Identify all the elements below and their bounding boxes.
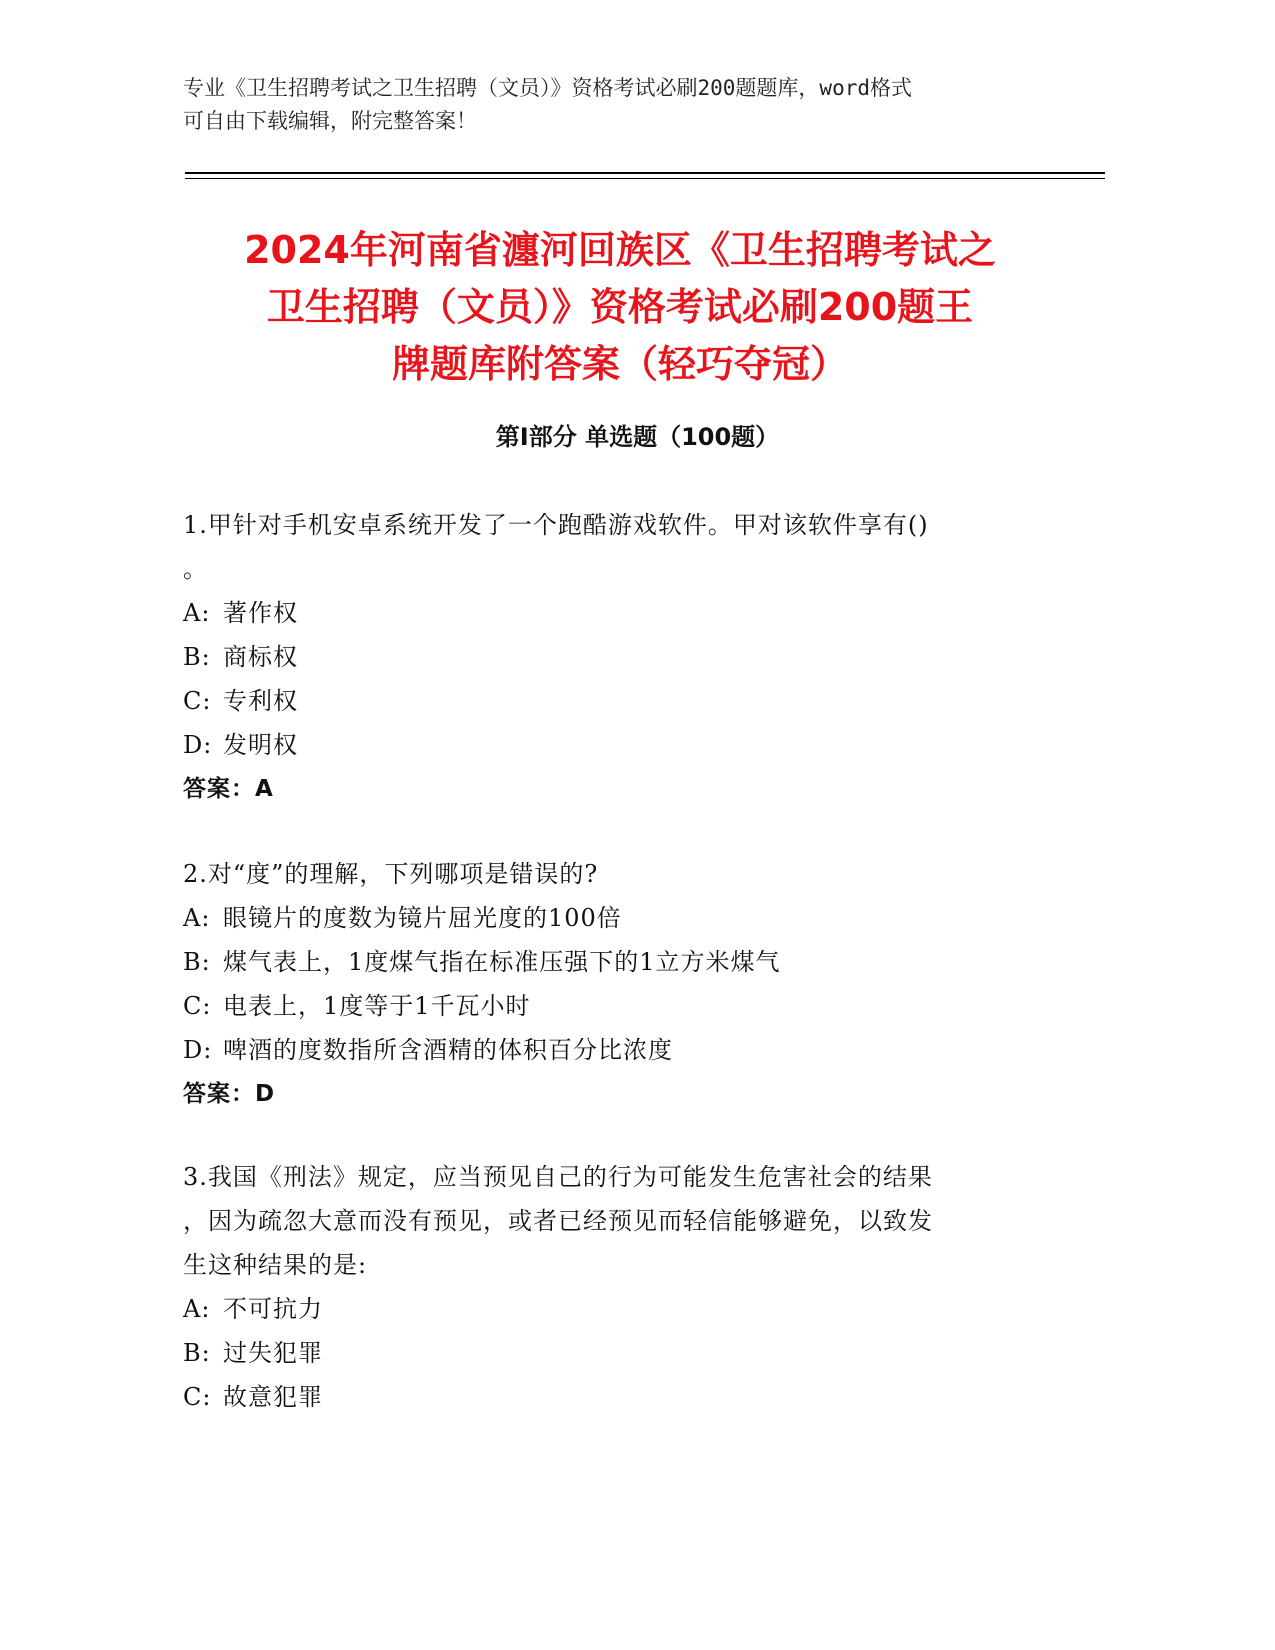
option-key: A: <box>183 904 211 932</box>
question-text-line: 生这种结果的是: <box>183 1251 368 1279</box>
option-text: 电表上，1度等于1千瓦小时 <box>223 992 531 1020</box>
option-text: 不可抗力 <box>223 1295 323 1323</box>
option-b <box>183 635 1083 679</box>
option-key: B: <box>183 948 211 976</box>
question-2 <box>183 852 1083 1116</box>
document-title-line-1: 2024年河南省瀍河回族区《卫生招聘考试之 <box>244 228 996 272</box>
question-1 <box>183 503 1083 811</box>
header-divider-thick <box>185 172 1105 174</box>
option-a <box>183 896 1083 940</box>
option-c <box>183 984 1083 1028</box>
option-c <box>183 1375 1083 1419</box>
option-text: 煤气表上，1度煤气指在标准压强下的1立方米煤气 <box>223 948 781 976</box>
option-c <box>183 679 1083 723</box>
option-key: C: <box>183 992 212 1020</box>
option-text: 著作权 <box>223 599 298 627</box>
option-key: A: <box>183 599 211 627</box>
option-text: 商标权 <box>223 643 298 671</box>
header-note-line-2: 可自由下载编辑，附完整答案！ <box>183 109 477 133</box>
question-text-line: ，因为疏忽大意而没有预见，或者已经预见而轻信能够避免，以致发 <box>183 1207 933 1235</box>
answer: 答案：A <box>183 776 274 802</box>
option-b <box>183 940 1083 984</box>
document-title <box>150 222 1090 393</box>
header-note <box>183 72 1063 138</box>
section-title: 第Ⅰ部分 单选题（100题） <box>495 423 780 451</box>
option-d <box>183 1028 1083 1072</box>
option-key: C: <box>183 1383 212 1411</box>
question-text-line: 。 <box>183 555 208 583</box>
option-text: 故意犯罪 <box>223 1383 323 1411</box>
option-d <box>183 723 1083 767</box>
question-3 <box>183 1155 1083 1419</box>
answer: 答案：D <box>183 1081 276 1107</box>
option-b <box>183 1331 1083 1375</box>
option-text: 啤酒的度数指所含酒精的体积百分比浓度 <box>223 1036 673 1064</box>
option-text: 眼镜片的度数为镜片屈光度的100倍 <box>223 904 622 932</box>
option-text: 发明权 <box>223 731 298 759</box>
option-key: C: <box>183 687 212 715</box>
option-key: D: <box>183 1036 213 1064</box>
option-key: A: <box>183 1295 211 1323</box>
header-note-line-1: 专业《卫生招聘考试之卫生招聘（文员）》资格考试必刷200题题库，word格式 <box>183 76 912 100</box>
option-a <box>183 1287 1083 1331</box>
header-divider-thin <box>185 178 1105 179</box>
option-key: D: <box>183 731 213 759</box>
option-a <box>183 591 1083 635</box>
document-title-line-3: 牌题库附答案（轻巧夺冠） <box>391 342 848 386</box>
option-key: B: <box>183 1339 211 1367</box>
question-text-line: 1.甲针对手机安卓系统开发了一个跑酷游戏软件。甲对该软件享有() <box>183 511 929 539</box>
option-text: 专利权 <box>223 687 298 715</box>
document-title-line-2: 卫生招聘（文员）》资格考试必刷200题王 <box>266 285 974 329</box>
option-text: 过失犯罪 <box>223 1339 323 1367</box>
question-text-line: 2.对“度”的理解，下列哪项是错误的? <box>183 860 599 888</box>
question-text-line: 3.我国《刑法》规定，应当预见自己的行为可能发生危害社会的结果 <box>183 1163 933 1191</box>
option-key: B: <box>183 643 211 671</box>
